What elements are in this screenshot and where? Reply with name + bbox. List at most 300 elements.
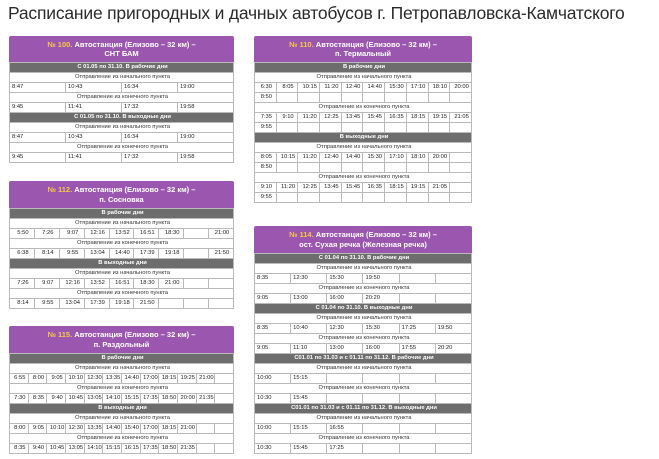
time-cell bbox=[428, 123, 450, 133]
times-row bbox=[255, 183, 472, 193]
time-cell: 9:40 bbox=[28, 444, 47, 454]
times-row bbox=[255, 394, 472, 404]
times-row bbox=[255, 163, 472, 173]
section-header: В выходные дни bbox=[10, 259, 234, 269]
direction-row bbox=[10, 73, 234, 83]
section-header: В рабочие дни bbox=[10, 209, 234, 219]
time-cell: 13:05 bbox=[84, 394, 103, 404]
time-cell bbox=[435, 274, 471, 284]
time-cell: 8:35 bbox=[10, 444, 29, 454]
direction-label: Отправление из начального пункта bbox=[255, 73, 472, 83]
time-cell: 14:40 bbox=[121, 374, 140, 384]
time-cell: 15:45 bbox=[291, 394, 327, 404]
times-row bbox=[10, 103, 234, 113]
time-cell bbox=[399, 424, 435, 434]
time-cell: 12:40 bbox=[341, 83, 363, 93]
time-cell: 17:55 bbox=[399, 344, 435, 354]
time-cell: 20:20 bbox=[435, 344, 471, 354]
time-cell: 9:10 bbox=[276, 113, 298, 123]
time-cell: 16:35 bbox=[385, 113, 407, 123]
time-cell: 21:05 bbox=[450, 113, 472, 123]
time-cell: 14:40 bbox=[103, 424, 122, 434]
time-cell: 16:00 bbox=[327, 294, 363, 304]
time-cell: 10:30 bbox=[255, 394, 291, 404]
direction-label: Отправление из начального пункта bbox=[10, 364, 234, 374]
route-number: № 112. bbox=[47, 185, 73, 194]
section-row bbox=[10, 354, 234, 364]
time-cell: 10:15 bbox=[298, 83, 320, 93]
time-cell: 20:00 bbox=[450, 83, 472, 93]
time-cell: 14:40 bbox=[363, 83, 385, 93]
time-cell: 9:10 bbox=[255, 183, 277, 193]
time-cell bbox=[196, 424, 215, 434]
time-cell: 15:45 bbox=[363, 113, 385, 123]
time-cell bbox=[215, 444, 234, 454]
route-header bbox=[9, 181, 234, 208]
time-cell: 17:39 bbox=[134, 249, 159, 259]
time-cell: 8:47 bbox=[10, 133, 66, 143]
time-cell: 15:15 bbox=[103, 444, 122, 454]
times-row bbox=[10, 133, 234, 143]
time-cell: 15:15 bbox=[291, 424, 327, 434]
time-cell bbox=[184, 279, 209, 289]
time-cell: 15:15 bbox=[291, 374, 327, 384]
direction-label: Отправление из конечного пункта bbox=[10, 143, 234, 153]
direction-row bbox=[255, 384, 472, 394]
section-row bbox=[10, 63, 234, 73]
times-row bbox=[255, 274, 472, 284]
time-cell bbox=[327, 394, 363, 404]
time-cell: 9:45 bbox=[10, 103, 66, 113]
direction-label: Отправление из конечного пункта bbox=[255, 103, 472, 113]
route-header bbox=[254, 226, 472, 253]
route-line-2: п. Сосновка bbox=[99, 194, 144, 204]
time-cell bbox=[450, 163, 472, 173]
time-cell: 19:50 bbox=[363, 274, 399, 284]
time-cell: 19:58 bbox=[178, 153, 234, 163]
time-cell: 13:05 bbox=[65, 444, 84, 454]
time-cell bbox=[435, 424, 471, 434]
time-cell: 16:35 bbox=[363, 183, 385, 193]
time-cell bbox=[276, 93, 298, 103]
direction-label: Отправление из начального пункта bbox=[10, 73, 234, 83]
direction-row bbox=[255, 314, 472, 324]
times-row bbox=[10, 299, 234, 309]
time-cell: 11:10 bbox=[291, 344, 327, 354]
time-cell bbox=[450, 183, 472, 193]
time-cell: 9:55 bbox=[255, 193, 277, 203]
time-cell: 10:30 bbox=[255, 444, 291, 454]
time-cell bbox=[341, 163, 363, 173]
direction-label: Отправление из начального пункта bbox=[255, 414, 472, 424]
time-cell bbox=[209, 299, 234, 309]
time-cell bbox=[276, 123, 298, 133]
times-row bbox=[255, 83, 472, 93]
direction-row bbox=[255, 143, 472, 153]
section-header: В рабочие дни bbox=[255, 63, 472, 73]
time-cell: 6:30 bbox=[255, 83, 277, 93]
time-cell: 14:10 bbox=[103, 394, 122, 404]
time-cell: 19:00 bbox=[178, 133, 234, 143]
direction-label: Отправление из начального пункта bbox=[10, 219, 234, 229]
time-cell: 7:26 bbox=[34, 229, 59, 239]
time-cell bbox=[363, 444, 399, 454]
time-cell: 13:52 bbox=[84, 279, 109, 289]
time-cell bbox=[215, 374, 234, 384]
route-line-2: СНТ БАМ bbox=[104, 49, 139, 58]
time-cell: 16:15 bbox=[121, 444, 140, 454]
time-cell bbox=[385, 93, 407, 103]
direction-label: Отправление из конечного пункта bbox=[10, 289, 234, 299]
time-cell: 17:00 bbox=[140, 374, 159, 384]
time-cell: 8:00 bbox=[10, 424, 29, 434]
time-cell: 18:10 bbox=[406, 153, 428, 163]
time-cell bbox=[385, 163, 407, 173]
time-cell: 17:25 bbox=[399, 324, 435, 334]
route-card-112 bbox=[9, 181, 234, 309]
route-line-2: ост. Сухая речка (Железная речка) bbox=[299, 239, 427, 249]
time-cell: 10:43 bbox=[66, 133, 122, 143]
direction-row bbox=[255, 434, 472, 444]
time-cell: 10:45 bbox=[65, 394, 84, 404]
times-row bbox=[10, 153, 234, 163]
time-cell: 21:35 bbox=[196, 394, 215, 404]
time-cell: 8:47 bbox=[10, 83, 66, 93]
route-line-1: Автостанция (Елизово – 32 км) – bbox=[315, 39, 437, 49]
route-number: № 100. bbox=[47, 39, 73, 49]
time-cell bbox=[159, 299, 184, 309]
time-cell bbox=[215, 424, 234, 434]
time-cell: 15:40 bbox=[121, 424, 140, 434]
time-cell: 8:05 bbox=[276, 83, 298, 93]
times-row bbox=[10, 444, 234, 454]
time-cell: 9:07 bbox=[34, 279, 59, 289]
times-row bbox=[255, 113, 472, 123]
time-cell bbox=[406, 193, 428, 203]
route-line-1: Автостанция (Елизово – 32 км) – bbox=[74, 39, 196, 49]
direction-label: Отправление из начального пункта bbox=[10, 123, 234, 133]
time-cell: 8:50 bbox=[255, 163, 277, 173]
time-cell: 21:50 bbox=[134, 299, 159, 309]
time-cell: 19:50 bbox=[435, 324, 471, 334]
route-header bbox=[254, 36, 472, 62]
section-row bbox=[255, 63, 472, 73]
direction-row bbox=[10, 384, 234, 394]
time-cell: 18:15 bbox=[406, 113, 428, 123]
section-header: С 01.05 по 31.10. В рабочие дни bbox=[10, 63, 234, 73]
time-cell: 21:50 bbox=[209, 249, 234, 259]
time-cell: 8:50 bbox=[255, 93, 277, 103]
direction-row bbox=[255, 173, 472, 183]
time-cell: 13:00 bbox=[291, 294, 327, 304]
direction-label: Отправление из конечного пункта bbox=[10, 384, 234, 394]
section-header: С01.01 по 31.03 и с 01.11 по 31.12. В выходные дни bbox=[255, 404, 472, 414]
times-row bbox=[10, 279, 234, 289]
time-cell bbox=[363, 93, 385, 103]
time-cell: 18:10 bbox=[428, 83, 450, 93]
time-cell: 11:41 bbox=[66, 103, 122, 113]
time-cell: 10:45 bbox=[47, 444, 66, 454]
time-cell: 11:41 bbox=[66, 153, 122, 163]
direction-row bbox=[10, 123, 234, 133]
route-card-114 bbox=[254, 226, 472, 454]
section-header: В выходные дни bbox=[255, 133, 472, 143]
schedule-table bbox=[254, 253, 472, 454]
section-header: С 01.04 по 31.10. В рабочие дни bbox=[255, 254, 472, 264]
time-cell bbox=[450, 93, 472, 103]
time-cell bbox=[363, 424, 399, 434]
section-row bbox=[255, 304, 472, 314]
time-cell: 13:45 bbox=[320, 183, 342, 193]
direction-row bbox=[10, 219, 234, 229]
time-cell: 9:05 bbox=[28, 424, 47, 434]
time-cell bbox=[209, 279, 234, 289]
time-cell: 17:35 bbox=[140, 394, 159, 404]
time-cell: 10:10 bbox=[65, 374, 84, 384]
times-row bbox=[10, 83, 234, 93]
direction-row bbox=[255, 103, 472, 113]
schedule-table bbox=[9, 353, 234, 454]
time-cell bbox=[320, 123, 342, 133]
time-cell: 19:15 bbox=[406, 183, 428, 193]
time-cell: 11:20 bbox=[320, 83, 342, 93]
time-cell bbox=[406, 163, 428, 173]
direction-row bbox=[255, 264, 472, 274]
time-cell: 14:40 bbox=[109, 249, 134, 259]
time-cell: 15:15 bbox=[121, 394, 140, 404]
time-cell: 6:38 bbox=[10, 249, 35, 259]
direction-label: Отправление из конечного пункта bbox=[255, 173, 472, 183]
time-cell bbox=[298, 193, 320, 203]
time-cell: 9:40 bbox=[47, 394, 66, 404]
time-cell: 13:35 bbox=[103, 374, 122, 384]
direction-row bbox=[255, 334, 472, 344]
time-cell: 20:00 bbox=[177, 394, 196, 404]
time-cell bbox=[450, 123, 472, 133]
time-cell: 12:30 bbox=[84, 374, 103, 384]
time-cell: 12:30 bbox=[291, 274, 327, 284]
time-cell: 15:30 bbox=[363, 324, 399, 334]
time-cell: 13:45 bbox=[341, 113, 363, 123]
time-cell: 21:00 bbox=[209, 229, 234, 239]
time-cell: 10:15 bbox=[276, 153, 298, 163]
time-cell: 11:20 bbox=[298, 113, 320, 123]
section-header: С01.01 по 31.03 и с 01.11 по 31.12. В рабочие дни bbox=[255, 354, 472, 364]
times-row bbox=[255, 93, 472, 103]
time-cell: 10:00 bbox=[255, 424, 291, 434]
time-cell: 6:55 bbox=[10, 374, 29, 384]
time-cell bbox=[399, 444, 435, 454]
time-cell: 12:25 bbox=[298, 183, 320, 193]
time-cell: 18:50 bbox=[159, 444, 178, 454]
time-cell bbox=[399, 294, 435, 304]
time-cell bbox=[298, 123, 320, 133]
route-card-110 bbox=[254, 36, 472, 203]
direction-row bbox=[10, 239, 234, 249]
section-header: С 01.05 по 31.10. В выходные дни bbox=[10, 113, 234, 123]
time-cell bbox=[399, 374, 435, 384]
time-cell: 12:40 bbox=[320, 153, 342, 163]
direction-label: Отправление из конечного пункта bbox=[10, 434, 234, 444]
section-header: С 01.04 по 31.10. В выходные дни bbox=[255, 304, 472, 314]
time-cell bbox=[276, 193, 298, 203]
time-cell: 10:10 bbox=[47, 424, 66, 434]
route-card-115 bbox=[9, 326, 234, 454]
times-row bbox=[10, 394, 234, 404]
time-cell: 21:05 bbox=[428, 183, 450, 193]
time-cell: 20:00 bbox=[428, 153, 450, 163]
time-cell bbox=[363, 123, 385, 133]
time-cell: 9:07 bbox=[59, 229, 84, 239]
direction-row bbox=[255, 284, 472, 294]
section-row bbox=[255, 354, 472, 364]
time-cell bbox=[385, 193, 407, 203]
time-cell bbox=[363, 163, 385, 173]
section-row bbox=[255, 404, 472, 414]
route-header bbox=[9, 326, 234, 353]
route-line-2: п. Термальный bbox=[334, 49, 392, 58]
times-row bbox=[255, 424, 472, 434]
time-cell: 21:35 bbox=[177, 444, 196, 454]
section-header: В выходные дни bbox=[10, 404, 234, 414]
schedule-table bbox=[9, 208, 234, 309]
time-cell: 16:00 bbox=[363, 344, 399, 354]
time-cell bbox=[298, 93, 320, 103]
time-cell bbox=[450, 153, 472, 163]
time-cell: 16:51 bbox=[109, 279, 134, 289]
time-cell: 14:40 bbox=[341, 153, 363, 163]
times-row bbox=[10, 424, 234, 434]
time-cell: 20:20 bbox=[363, 294, 399, 304]
time-cell: 9:05 bbox=[255, 294, 291, 304]
time-cell: 9:05 bbox=[47, 374, 66, 384]
time-cell bbox=[184, 229, 209, 239]
time-cell bbox=[385, 123, 407, 133]
time-cell bbox=[406, 123, 428, 133]
time-cell: 11:20 bbox=[298, 153, 320, 163]
route-line-1: Автостанция (Елизово – 32 км) – bbox=[74, 185, 196, 194]
time-cell: 15:30 bbox=[385, 83, 407, 93]
time-cell: 21:00 bbox=[159, 279, 184, 289]
time-cell bbox=[215, 394, 234, 404]
time-cell: 13:35 bbox=[84, 424, 103, 434]
time-cell bbox=[435, 394, 471, 404]
times-row bbox=[255, 123, 472, 133]
time-cell: 19:18 bbox=[109, 299, 134, 309]
time-cell: 9:55 bbox=[255, 123, 277, 133]
direction-row bbox=[10, 434, 234, 444]
time-cell: 12:16 bbox=[84, 229, 109, 239]
time-cell bbox=[428, 93, 450, 103]
route-number: № 114. bbox=[289, 230, 314, 239]
time-cell bbox=[435, 444, 471, 454]
time-cell: 18:15 bbox=[159, 424, 178, 434]
page-title: Расписание пригородных и дачных автобусов г. Петропавловска-Камчатского bbox=[8, 3, 625, 23]
time-cell bbox=[341, 123, 363, 133]
route-line-2: п. Раздольный bbox=[93, 339, 150, 349]
time-cell bbox=[435, 374, 471, 384]
time-cell: 19:00 bbox=[178, 83, 234, 93]
time-cell: 17:10 bbox=[406, 83, 428, 93]
time-cell: 11:20 bbox=[276, 183, 298, 193]
direction-label: Отправление из начального пункта bbox=[10, 269, 234, 279]
time-cell: 9:05 bbox=[255, 344, 291, 354]
section-row bbox=[255, 133, 472, 143]
time-cell bbox=[184, 249, 209, 259]
time-cell bbox=[450, 193, 472, 203]
direction-label: Отправление из начального пункта bbox=[255, 314, 472, 324]
time-cell: 10:43 bbox=[66, 83, 122, 93]
time-cell: 13:04 bbox=[84, 249, 109, 259]
direction-row bbox=[10, 269, 234, 279]
route-card-100 bbox=[9, 36, 234, 163]
section-row bbox=[10, 404, 234, 414]
times-row bbox=[255, 324, 472, 334]
time-cell: 10:40 bbox=[291, 324, 327, 334]
time-cell bbox=[184, 299, 209, 309]
time-cell: 7:26 bbox=[10, 279, 35, 289]
time-cell bbox=[428, 193, 450, 203]
time-cell: 18:50 bbox=[159, 394, 178, 404]
direction-row bbox=[255, 364, 472, 374]
time-cell: 19:15 bbox=[428, 113, 450, 123]
time-cell: 19:58 bbox=[178, 103, 234, 113]
direction-row bbox=[255, 73, 472, 83]
times-row bbox=[255, 374, 472, 384]
time-cell: 12:30 bbox=[65, 424, 84, 434]
route-number: № 110. bbox=[289, 39, 314, 49]
time-cell: 5:50 bbox=[10, 229, 35, 239]
route-line-1: Автостанция (Елизово – 32 км) – bbox=[74, 330, 196, 339]
time-cell: 13:00 bbox=[327, 344, 363, 354]
section-row bbox=[10, 259, 234, 269]
time-cell: 9:55 bbox=[59, 249, 84, 259]
time-cell: 8:35 bbox=[255, 274, 291, 284]
times-row bbox=[255, 193, 472, 203]
time-cell bbox=[399, 394, 435, 404]
direction-row bbox=[10, 364, 234, 374]
schedule-table bbox=[254, 62, 472, 203]
time-cell: 17:35 bbox=[140, 444, 159, 454]
section-header: В рабочие дни bbox=[10, 354, 234, 364]
direction-label: Отправление из начального пункта bbox=[255, 264, 472, 274]
route-header bbox=[9, 36, 234, 62]
time-cell: 13:52 bbox=[109, 229, 134, 239]
times-row bbox=[10, 374, 234, 384]
time-cell: 8:14 bbox=[10, 299, 35, 309]
time-cell: 8:35 bbox=[28, 394, 47, 404]
time-cell: 15:30 bbox=[327, 274, 363, 284]
time-cell: 12:25 bbox=[320, 113, 342, 123]
time-cell: 17:10 bbox=[385, 153, 407, 163]
time-cell: 13:04 bbox=[59, 299, 84, 309]
times-row bbox=[10, 229, 234, 239]
time-cell bbox=[406, 93, 428, 103]
time-cell bbox=[428, 163, 450, 173]
time-cell: 17:25 bbox=[327, 444, 363, 454]
time-cell: 9:45 bbox=[10, 153, 66, 163]
time-cell bbox=[327, 374, 363, 384]
time-cell: 12:30 bbox=[327, 324, 363, 334]
time-cell: 8:35 bbox=[255, 324, 291, 334]
time-cell: 21:00 bbox=[196, 374, 215, 384]
time-cell: 18:15 bbox=[385, 183, 407, 193]
direction-label: Отправление из конечного пункта bbox=[255, 334, 472, 344]
time-cell: 19:25 bbox=[177, 374, 196, 384]
time-cell: 21:00 bbox=[177, 424, 196, 434]
time-cell bbox=[276, 163, 298, 173]
direction-label: Отправление из начального пункта bbox=[255, 364, 472, 374]
